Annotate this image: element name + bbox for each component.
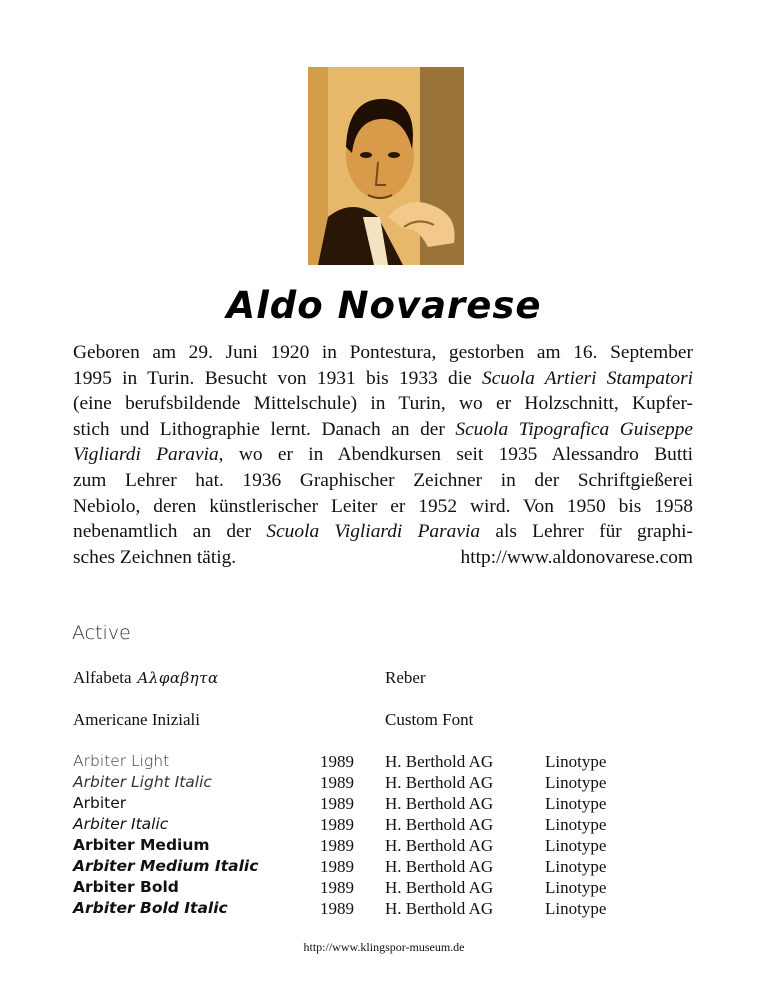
font-year: 1989: [320, 794, 354, 813]
font-year: 1989: [320, 752, 354, 771]
font-row: [0, 836, 768, 857]
font-name: Arbiter Light: [73, 752, 170, 770]
font-name: Arbiter: [73, 794, 127, 812]
font-row: [0, 899, 768, 920]
font-distributor: Linotype: [545, 794, 607, 813]
font-list: [0, 752, 768, 922]
font-row: [0, 752, 768, 773]
font-foundry: H. Berthold AG: [385, 857, 494, 876]
font-sample: Αλφαβητα: [137, 669, 219, 687]
font-name: Arbiter Bold: [73, 878, 179, 896]
section-title-active: Active: [72, 622, 131, 644]
font-foundry: H. Berthold AG: [385, 899, 494, 918]
font-foundry: H. Berthold AG: [385, 836, 494, 855]
font-distributor: Linotype: [545, 857, 607, 876]
biography: [73, 340, 693, 570]
bio-line: stich und Lithographie lernt. Danach an der Scuola Tipografica Guiseppe: [73, 418, 693, 440]
font-year: 1989: [320, 836, 354, 855]
person-name-title: Aldo Novarese: [226, 284, 542, 327]
font-foundry: H. Berthold AG: [385, 815, 494, 834]
font-distributor: Linotype: [545, 773, 607, 792]
font-name: Arbiter Bold Italic: [73, 899, 228, 917]
font-row: [0, 773, 768, 794]
font-distributor: Linotype: [545, 836, 607, 855]
font-row: [0, 794, 768, 815]
font-foundry: Reber: [385, 668, 426, 687]
font-foundry: H. Berthold AG: [385, 794, 494, 813]
font-name: Arbiter Light Italic: [73, 773, 212, 791]
font-year: 1989: [320, 878, 354, 897]
portrait-photo: [308, 67, 464, 265]
font-name: Arbiter Italic: [73, 815, 169, 833]
font-row: [0, 815, 768, 836]
bio-line: zum Lehrer hat. 1936 Graphischer Zeichner in der Schriftgießerei: [73, 469, 693, 491]
font-year: 1989: [320, 857, 354, 876]
font-distributor: Linotype: [545, 815, 607, 834]
font-row: [0, 857, 768, 878]
font-foundry: Custom Font: [385, 710, 474, 729]
font-entry-americane: [0, 710, 768, 732]
font-year: 1989: [320, 773, 354, 792]
font-name: Alfabeta: [73, 668, 132, 687]
bio-line: nebenamtlich an der Scuola Vigliardi Paravia als Lehrer für graphi-: [73, 521, 694, 543]
font-row: [0, 878, 768, 899]
bio-line: sches Zeichnen tätig. http://www.aldonovarese.com: [73, 545, 693, 571]
bio-line: Vigliardi Paravia, wo er in Abendkursen seit 1935 Alessandro Butti: [73, 444, 693, 466]
bio-line: 1995 in Turin. Besucht von 1931 bis 1933 die Scuola Artieri Stampatori: [73, 367, 693, 389]
font-foundry: H. Berthold AG: [385, 773, 494, 792]
bio-line: (eine berufsbildende Mittelschule) in Turin, wo er Holzschnitt, Kupfer-: [73, 393, 693, 415]
font-foundry: H. Berthold AG: [385, 752, 494, 771]
website-link[interactable]: http://www.aldonovarese.com: [460, 546, 693, 568]
font-entry-alfabeta: [0, 668, 768, 690]
font-name: Arbiter Medium Italic: [73, 857, 259, 875]
font-foundry: H. Berthold AG: [385, 878, 494, 897]
font-year: 1989: [320, 899, 354, 918]
bio-line: Nebiolo, deren künstlerischer Leiter er 1952 wird. Von 1950 bis 1958: [73, 495, 693, 517]
font-distributor: Linotype: [545, 752, 607, 771]
bio-line: Geboren am 29. Juni 1920 in Pontestura, gestorben am 16. September: [73, 342, 693, 363]
font-name: Americane Iniziali: [73, 710, 200, 729]
footer-url[interactable]: http://www.klingspor-museum.de: [303, 940, 465, 954]
font-name: Arbiter Medium: [73, 836, 210, 854]
font-distributor: Linotype: [545, 878, 607, 897]
font-year: 1989: [320, 815, 354, 834]
font-distributor: Linotype: [545, 899, 607, 918]
